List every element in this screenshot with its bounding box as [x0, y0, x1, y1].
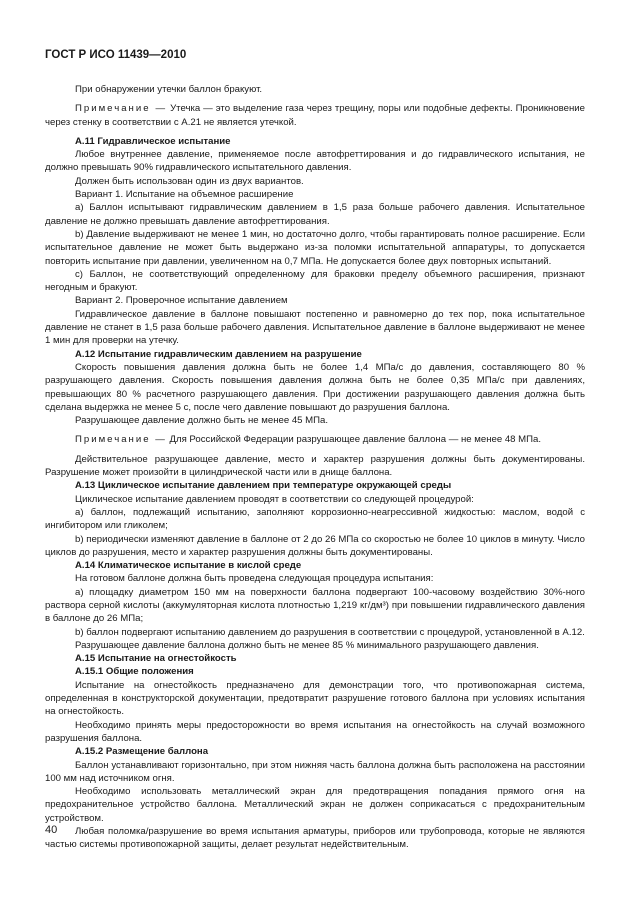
paragraph: Разрушающее давление должно быть не менее 45 МПа. [75, 415, 329, 427]
note-paragraph [45, 433, 585, 446]
paragraph: Циклическое испытание давлением проводят в соответствии со следующей процедурой: [75, 493, 474, 505]
paragraph: Необходимо использовать металлический экран для предотвращения попадания прямого огня на предохранительное устройство баллона. Металлический экран не должен соприкасаться с предохранительным устройством. [45, 786, 585, 824]
paragraph: с) Баллон, не соответствующий определенному для браковки пределу объемного расширения, признают негодным и бракуют. [45, 268, 585, 294]
paragraph: При обнаружении утечки баллон бракуют. [75, 84, 263, 95]
paragraph: Вариант 2. Проверочное испытание давлением [75, 295, 288, 307]
section-heading: А.14 Климатическое испытание в кислой среде [75, 560, 302, 572]
section-heading: А.11 Гидравлическое испытание [75, 135, 231, 147]
section-heading: А.15 Испытание на огнестойкость [75, 653, 237, 665]
paragraph: b) периодически изменяют давление в баллоне от 2 до 26 МПа со скоростью не более 10 циклов в минуту. Число циклов до разрушения, место и характер разрушения должны быть документированы. [45, 533, 585, 558]
paragraph: На готовом баллоне должна быть проведена следующая процедура испытания: [75, 573, 434, 585]
paragraph: b) баллон подвергают испытанию давлением до разрушения в соответствии с процедурой, установленной в А.12. [75, 626, 585, 638]
page-number: 40 [45, 824, 58, 836]
paragraph: а) площадку диаметром 150 мм на поверхности баллона подвергают 100-часовому воздействию 30%-ного раствора серной кислоты (аккумуляторная кислота плотностью 1,219 кг/дм³) при повышении гидравлического давления в баллоне до 26 МПа; [45, 586, 585, 625]
paragraph: Вариант 1. Испытание на объемное расширение [75, 189, 294, 201]
paragraph: b) Давление выдерживают не менее 1 мин, но достаточно долго, чтобы гарантировать полное расширение. Если испытательное давление не может быть выдержано из-за поломки испытательной аппаратуры, то допускается повторить испытание при давлении, увеличенном на 0,7 МПа. Не допускается более двух повторных испытаний. [45, 228, 585, 267]
section-heading: А.13 Циклическое испытание давлением при температуре окружающей среды [75, 480, 452, 492]
note-label: Примечание — [75, 103, 168, 115]
note-text: Утечка — это выделение газа через трещину, поры или подобные дефекты. Проникновение через стенку в соответствии с А.21 не является утечкой. [45, 103, 585, 128]
document-header: ГОСТ Р ИСО 11439—2010 [45, 49, 187, 61]
subsection-heading: А.15.1 Общие положения [75, 666, 194, 678]
paragraph: Баллон устанавливают горизонтально, при этом нижняя часть баллона должна быть расположена на расстоянии 100 мм над источником огня. [45, 759, 585, 784]
paragraph: Гидравлическое давление в баллоне повышают постепенно и равномерно до тех пор, пока испытательное давление не станет в 1,5 раза больше рабочего давления. Испытательное давление в баллоне выдерживают не менее 1 мин для проверки на утечку. [45, 308, 585, 347]
note-paragraph [45, 102, 585, 129]
paragraph: Скорость повышения давления должна быть не более 1,4 МПа/с до давления, составляющего 80 % разрушающего давления. Скорость повышения давления должна быть не более 0,35 МПа/с при давлениях, превышающих 80 % расчетного разрушающего давления. При достижении разрушающего давления должна быть сделана выдержка не менее 5 с, после чего давление повышают до разрушения баллона. [45, 361, 585, 413]
paragraph: Разрушающее давление баллона должно быть не менее 85 % минимального разрушающего давления. [75, 639, 539, 651]
paragraph: Любая поломка/разрушение во время испытания арматуры, приборов или трубопровода, которые не являются частью системы противопожарной защиты, делает результат недействительным. [45, 826, 585, 851]
paragraph: а) Баллон испытывают гидравлическим давлением в 1,5 раза больше рабочего давления. Испытательное давление не должно превышать давление автофреттирования. [45, 202, 585, 227]
note-text: Для Российской Федерации разрушающее давление баллона — не менее 48 МПа. [169, 434, 542, 446]
paragraph: Любое внутреннее давление, применяемое после автофреттирования и до гидравлического испытания, не должно превышать 90% гидравлического испытательного давления. [45, 149, 585, 174]
paragraph: Испытание на огнестойкость предназначено для демонстрации того, что противопожарная система, определенная в конструкторской документации, предотвратит разрушение готового баллона при условиях испытания на огнестойкость. [45, 679, 585, 718]
subsection-heading: А.15.2 Размещение баллона [75, 746, 209, 758]
paragraph: Необходимо принять меры предосторожности во время испытания на огнестойкость на случай возможного разрушения баллона. [45, 719, 585, 744]
note-label: Примечание — [75, 434, 167, 446]
paragraph: а) баллон, подлежащий испытанию, заполняют коррозионно-неагрессивной жидкостью: маслом, водой с ингибитором или гликолем; [45, 506, 585, 532]
section-heading: А.12 Испытание гидравлическим давлением на разрушение [75, 348, 362, 360]
document-body [45, 77, 585, 852]
paragraph: Действительное разрушающее давление, место и характер разрушения должны быть документированы. Разрушение может произойти в цилиндрической части или в днище баллона. [45, 453, 585, 479]
paragraph: Должен быть использован один из двух вариантов. [75, 175, 304, 187]
